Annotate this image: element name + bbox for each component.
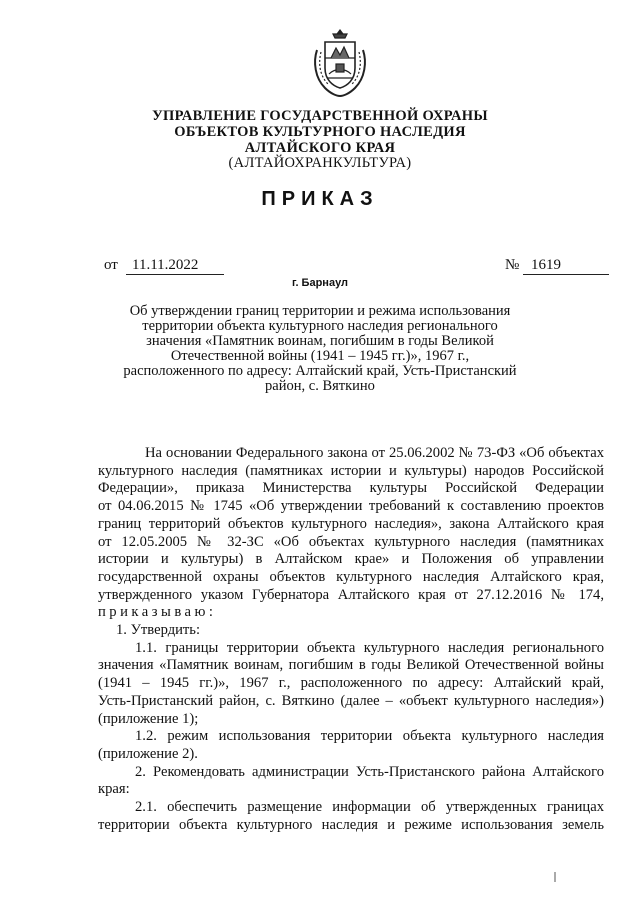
- body-item-1: 1. Утвердить:: [116, 622, 201, 639]
- body-line: (приложение 1);: [98, 710, 199, 727]
- subject-line: Об утверждении границ территории и режима использования: [129, 303, 511, 319]
- number-prefix: №: [505, 257, 520, 273]
- body-line: Федерации», приказа Министерства культуры Российской Федерации: [98, 480, 604, 497]
- org-name-line-3: АЛТАЙСКОГО КРАЯ: [244, 140, 396, 156]
- body-item-1-2: 1.2. режим использования территории объекта культурного наследия: [135, 728, 604, 745]
- body-line: границ территорий объектов культурного наследия», закона Алтайского края: [98, 515, 604, 532]
- city-name: г. Барнаул: [291, 277, 349, 289]
- date-prefix: от: [104, 257, 118, 273]
- body-line: государственной охраны объектов культурного наследия Алтайского края,: [98, 568, 604, 585]
- body-line: утвержденного указом Губернатора Алтайского края от 27.12.2016 № 174,: [98, 586, 604, 603]
- document-title: ПРИКАЗ: [261, 188, 379, 210]
- org-short-name: (АЛТАЙОХРАНКУЛЬТУРА): [228, 155, 412, 171]
- subject-line: район, с. Вяткино: [265, 378, 375, 394]
- body-item-2: 2. Рекомендовать администрации Усть-Пристанского района Алтайского: [135, 763, 604, 780]
- subject-line: значения «Памятник воинам, погибшим в годы Великой: [146, 333, 494, 349]
- body-line: от 12.05.2005 № 32-ЗС «Об объектах культурного наследия (памятниках: [98, 533, 604, 550]
- body-line-decree: приказываю:: [98, 604, 217, 621]
- document-body: [98, 445, 604, 834]
- body-item-2-1: 2.1. обеспечить размещение информации об утвержденных границах: [135, 799, 604, 816]
- body-line: (1941 – 1945 гг.)», 1967 г., расположенного по адресу: Алтайский край,: [98, 675, 604, 692]
- subject-line: Отечественной войны (1941 – 1945 гг.)», 1967 г.,: [170, 348, 470, 364]
- body-line: истории и культуры) в Алтайском крае» и Положения об управлении: [98, 551, 604, 568]
- org-name-line-1: УПРАВЛЕНИЕ ГОСУДАРСТВЕННОЙ ОХРАНЫ: [152, 108, 488, 124]
- body-line: территории объекта культурного наследия и режиме использования земель: [98, 816, 604, 833]
- page-mark-icon: [552, 872, 558, 882]
- body-line: от 04.06.2015 № 1745 «Об утверждении требований к составлению проектов: [98, 498, 604, 515]
- org-name-line-2: ОБЪЕКТОВ КУЛЬТУРНОГО НАСЛЕДИЯ: [174, 124, 466, 140]
- body-line: культурного наследия (памятниках истории и культуры) народов Российской: [98, 462, 604, 479]
- document-number: 1619: [523, 257, 609, 275]
- body-item-1-1: 1.1. границы территории объекта культурного наследия регионального: [135, 639, 604, 656]
- body-line: края:: [98, 781, 130, 798]
- body-line: На основании Федерального закона от 25.06.2002 № 73-ФЗ «Об объектах: [145, 445, 604, 461]
- document-date: 11.11.2022: [126, 257, 224, 275]
- body-line: значения «Памятник воинам, погибшим в годы Великой Отечественной войны: [98, 657, 604, 674]
- body-line: (приложение 2).: [98, 745, 198, 762]
- document-subject: [90, 304, 550, 394]
- subject-line: расположенного по адресу: Алтайский край, Усть-Пристанский: [123, 363, 517, 379]
- subject-line: территории объекта культурного наследия регионального: [142, 318, 498, 334]
- body-line: Усть-Пристанский район, с. Вяткино (далее – «объект культурного наследия»): [98, 692, 604, 709]
- altai-krai-coat-of-arms-icon: [309, 28, 371, 98]
